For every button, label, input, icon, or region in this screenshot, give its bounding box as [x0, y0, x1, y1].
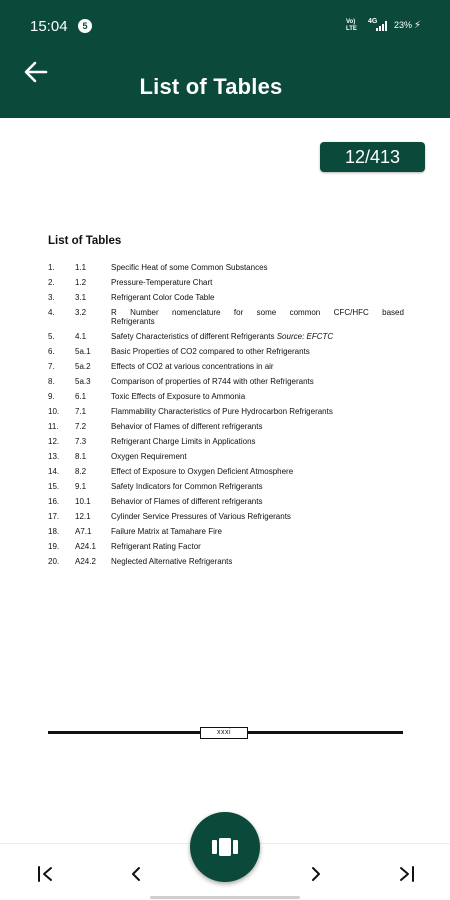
page-indicator-badge[interactable]: 12/413 [320, 142, 425, 172]
charging-icon: ⚡ [414, 20, 422, 31]
table-number: 9.1 [75, 482, 87, 491]
table-title [111, 293, 404, 302]
table-title-text: Cylinder Service Pressures of Various Refrigerants [111, 512, 291, 521]
list-item [48, 332, 404, 341]
table-title-text: Toxic Effects of Exposure to Ammonia [111, 392, 246, 401]
table-title-text: Basic Properties of CO2 compared to other Refrigerants [111, 347, 310, 356]
document-heading: List of Tables [48, 235, 122, 247]
item-number: 8. [48, 377, 55, 386]
table-title [111, 467, 404, 476]
table-title-text: Oxygen Requirement [111, 452, 187, 461]
list-item [48, 497, 404, 506]
skip-to-first-icon [35, 865, 57, 883]
table-title [111, 497, 404, 506]
list-item [48, 467, 404, 476]
chevron-right-icon [308, 865, 324, 883]
list-item [48, 557, 404, 566]
app-bar [0, 38, 450, 118]
table-number: 4.1 [75, 332, 87, 341]
title-word: nomenclature [172, 308, 221, 317]
table-number: 8.1 [75, 452, 87, 461]
table-number: 7.3 [75, 437, 87, 446]
status-bar [0, 0, 450, 38]
item-number: 17. [48, 512, 60, 521]
table-title [111, 437, 404, 446]
table-number: 6.1 [75, 392, 87, 401]
item-number: 1. [48, 263, 55, 272]
list-item [48, 293, 404, 302]
table-title [111, 422, 404, 431]
notification-badge: 5 [78, 19, 92, 33]
table-number: A24.1 [75, 542, 96, 551]
previous-page-button[interactable] [124, 864, 148, 884]
item-number: 13. [48, 452, 60, 461]
table-number: 8.2 [75, 467, 87, 476]
reading-mode-icon [211, 836, 239, 858]
table-title [111, 557, 404, 566]
item-number: 6. [48, 347, 55, 356]
list-item [48, 407, 404, 416]
table-number: 7.1 [75, 407, 87, 416]
table-title-text: Safety Characteristics of different Refrigerants [111, 332, 275, 341]
list-item [48, 437, 404, 446]
item-number: 3. [48, 293, 55, 302]
list-item [48, 452, 404, 461]
title-word: CFC/HFC [333, 308, 369, 317]
network-type: 4G [368, 18, 378, 25]
table-title-text: Comparison of properties of R744 with other Refrigerants [111, 377, 314, 386]
table-title [111, 362, 404, 371]
chevron-left-icon [128, 865, 144, 883]
table-number: 10.1 [75, 497, 91, 506]
table-number: 1.1 [75, 263, 87, 272]
list-item [48, 422, 404, 431]
title-word: for [233, 308, 244, 317]
table-number: 1.2 [75, 278, 87, 287]
table-title-text: Failure Matrix at Tamahare Fire [111, 527, 222, 536]
table-title-text: Neglected Alternative Refrigerants [111, 557, 233, 566]
title-word: R [111, 308, 117, 317]
item-number: 20. [48, 557, 60, 566]
item-number: 15. [48, 482, 60, 491]
table-title-text: Flammability Characteristics of Pure Hydrocarbon Refrigerants [111, 407, 333, 416]
title-word: Number [130, 308, 159, 317]
table-title [111, 377, 404, 386]
table-title-line: Refrigerants [111, 317, 155, 326]
list-item [48, 278, 404, 287]
table-number: 3.2 [75, 308, 87, 317]
table-title-text: Effect of Exposure to Oxygen Deficient Atmosphere [111, 467, 294, 476]
table-title [111, 407, 404, 416]
list-item [48, 542, 404, 551]
table-title [111, 482, 404, 491]
table-title-text: Refrigerant Rating Factor [111, 542, 201, 551]
item-number: 12. [48, 437, 60, 446]
list-item [48, 392, 404, 401]
item-number: 19. [48, 542, 60, 551]
skip-to-last-icon [395, 865, 417, 883]
list-item [48, 482, 404, 491]
battery-level: 23% [394, 20, 413, 30]
table-title [111, 332, 404, 341]
page-number-label: xxxi [200, 727, 248, 739]
table-number: 7.2 [75, 422, 87, 431]
title-word: based [382, 308, 404, 317]
item-number: 10. [48, 407, 60, 416]
signal-bars-icon [376, 21, 388, 31]
table-title [111, 542, 404, 551]
item-number: 11. [48, 422, 59, 431]
status-time: 15:04 [30, 18, 68, 35]
table-title [111, 527, 404, 536]
table-number: A24.2 [75, 557, 96, 566]
page-title: List of Tables [139, 74, 283, 99]
list-item [48, 527, 404, 536]
table-title [111, 263, 404, 272]
item-number: 18. [48, 527, 60, 536]
list-item [48, 263, 404, 272]
table-title [111, 308, 404, 326]
table-title [111, 347, 404, 356]
table-number: 5a.3 [75, 377, 91, 386]
lte-label: LTE [346, 26, 357, 32]
next-page-button[interactable] [304, 864, 328, 884]
table-number: 5a.2 [75, 362, 91, 371]
table-title [111, 452, 404, 461]
last-page-button[interactable] [394, 864, 418, 884]
title-word: common [289, 308, 321, 317]
table-title-text: Effects of CO2 at various concentrations in air [111, 362, 274, 371]
list-item [48, 362, 404, 371]
item-number: 7. [48, 362, 55, 371]
gesture-bar [150, 896, 300, 899]
table-title-line [111, 308, 404, 317]
item-number: 2. [48, 278, 55, 287]
table-number: 3.1 [75, 293, 87, 302]
table-title-text: Behavior of Flames of different refrigerants [111, 497, 263, 506]
list-item [48, 347, 404, 356]
document-page [48, 235, 404, 572]
first-page-button[interactable] [34, 864, 58, 884]
table-number: A7.1 [75, 527, 92, 536]
item-number: 5. [48, 332, 55, 341]
table-title-text: Specific Heat of some Common Substances [111, 263, 268, 272]
item-number: 9. [48, 392, 55, 401]
table-title-text: Pressure-Temperature Chart [111, 278, 213, 287]
table-title-text: Refrigerant Color Code Table [111, 293, 215, 302]
table-list [48, 263, 404, 566]
table-title [111, 278, 404, 287]
volte-indicator [346, 19, 357, 33]
table-title [111, 392, 404, 401]
volte-label: Vo) [346, 19, 356, 25]
table-title-text: Behavior of Flames of different refrigerants [111, 422, 263, 431]
table-number: 12.1 [75, 512, 91, 521]
list-item [48, 377, 404, 386]
item-number: 16. [48, 497, 60, 506]
title-word: some [256, 308, 277, 317]
table-title-text: Refrigerant Charge Limits in Applications [111, 437, 256, 446]
list-item [48, 512, 404, 521]
list-item [48, 308, 404, 326]
table-number: 5a.1 [75, 347, 91, 356]
reading-mode-button[interactable] [190, 812, 260, 882]
table-title [111, 512, 404, 521]
item-number: 4. [48, 308, 55, 317]
table-source-note: Source: EFCTC [276, 332, 334, 341]
table-title-text: Safety Indicators for Common Refrigerants [111, 482, 263, 491]
item-number: 14. [48, 467, 60, 476]
